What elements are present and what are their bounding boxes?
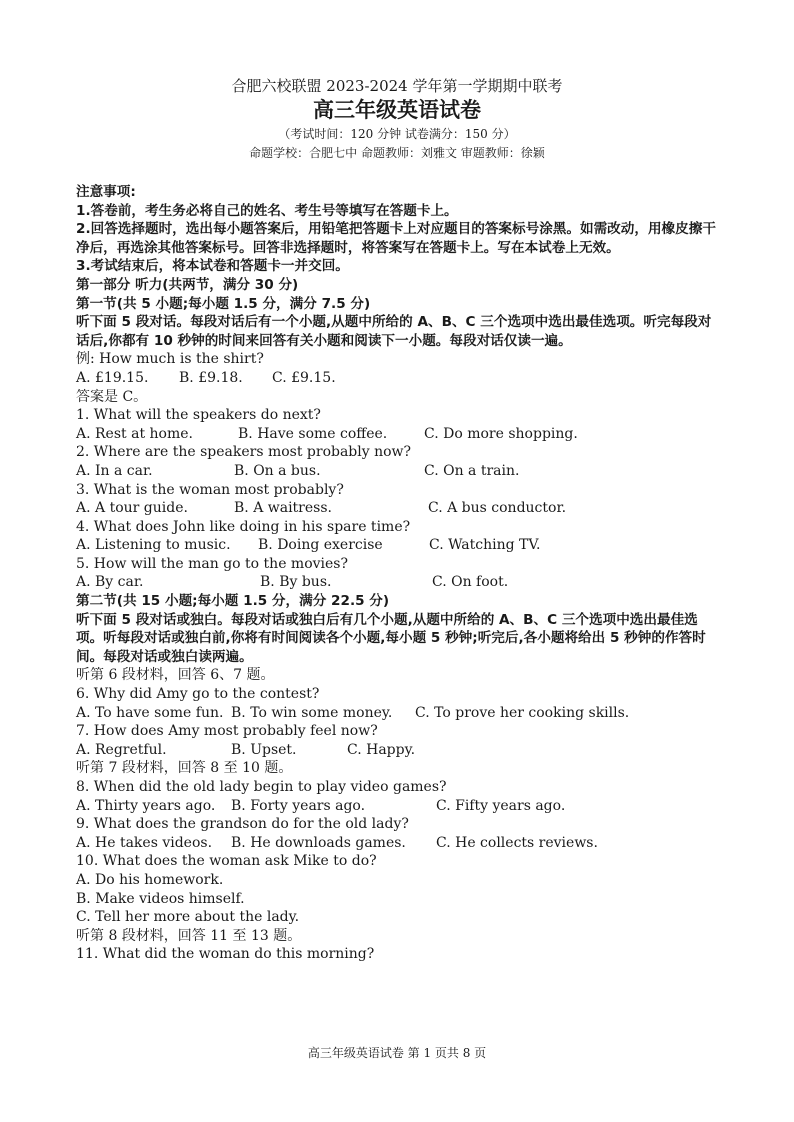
question-10-option-a: A. Do his homework. — [76, 871, 224, 888]
option-a: A. £19.15. — [76, 369, 149, 386]
notes-heading: 注意事项: — [76, 184, 136, 200]
part1-title: 第一部分 听力(共两节，满分 30 分) — [76, 276, 299, 293]
option-b: B. He downloads games. — [231, 834, 406, 851]
option-b: B. A waitress. — [234, 500, 332, 517]
note-item-1: 1.答卷前，考生务必将自己的姓名、考生号等填写在答题卡上。 — [76, 202, 458, 219]
section2-instructions: 听下面 5 段对话或独白。每段对话或独白后有几个小题,从题中所给的 A、B、C 三个选项中选出最佳选项。听每段对话或独白前,你将有时间阅读各个小题,每小题 5 秒钟;听完后,各小题将给出 5 秒钟的作答时间。每段对话或独白读两遍。 — [76, 611, 706, 665]
option-c: C. Fifty years ago. — [436, 797, 566, 814]
option-b: B. Doing exercise — [258, 537, 383, 554]
question-3: 3. What is the woman most probably? — [76, 481, 344, 498]
question-10-option-c: C. Tell her more about the lady. — [76, 909, 300, 926]
question-5-options — [76, 573, 722, 592]
question-7: 7. How does Amy most probably feel now? — [76, 723, 378, 740]
question-9-options — [76, 834, 722, 853]
question-7-options — [76, 741, 722, 760]
option-a: A. By car. — [76, 574, 144, 591]
question-3-options — [76, 499, 722, 518]
option-c: C. £9.15. — [272, 369, 336, 386]
option-a: A. Regretful. — [76, 741, 167, 758]
example-answer: 答案是 C。 — [76, 388, 148, 405]
option-a: A. To have some fun. — [76, 704, 224, 721]
question-8-options — [76, 797, 722, 816]
option-c: C. On foot. — [432, 574, 509, 591]
question-6-options — [76, 704, 722, 723]
exam-header — [0, 76, 794, 163]
question-11: 11. What did the woman do this morning? — [76, 946, 375, 963]
option-a: A. Rest at home. — [76, 425, 193, 442]
section1-instructions: 听下面 5 段对话。每段对话后有一个小题,从题中所给的 A、B、C 三个选项中选出最佳选项。听完每段对话后,你都有 10 秒钟的时间来回答有关小题和阅读下一小题。每段对话仅读一遍。 — [76, 314, 712, 349]
section1-title: 第一节(共 5 小题;每小题 1.5 分，满分 7.5 分) — [76, 295, 371, 312]
example-question: 例: How much is the shirt? — [76, 351, 264, 368]
question-2-options — [76, 462, 722, 481]
option-c: C. Watching TV. — [429, 537, 541, 554]
question-9: 9. What does the grandson do for the old lady? — [76, 816, 409, 833]
option-c: C. On a train. — [424, 462, 520, 479]
option-a: A. Listening to music. — [76, 537, 231, 554]
option-a: A. Thirty years ago. — [76, 797, 216, 814]
option-c: C. Happy. — [347, 741, 416, 758]
option-c: C. A bus conductor. — [428, 500, 567, 517]
question-10-option-b: B. Make videos himself. — [76, 890, 245, 907]
question-5: 5. How will the man go to the movies? — [76, 555, 349, 572]
option-c: C. To prove her cooking skills. — [415, 704, 630, 721]
example-options — [76, 369, 722, 388]
question-2: 2. Where are the speakers most probably now? — [76, 444, 412, 461]
option-b: B. To win some money. — [231, 704, 393, 721]
question-1-options — [76, 425, 722, 444]
option-c: C. Do more shopping. — [424, 425, 578, 442]
note-item-2: 2.回答选择题时，选出每小题答案后，用铅笔把答题卡上对应题目的答案标号涂黑。如需改动，用橡皮擦干净后，再选涂其他答案标号。回答非选择题时，将答案写在答题卡上。写在本试卷上无效。 — [76, 221, 716, 256]
option-a: A. In a car. — [76, 462, 153, 479]
option-a: A. He takes videos. — [76, 834, 213, 851]
question-1: 1. What will the speakers do next? — [76, 407, 321, 424]
option-b: B. Forty years ago. — [231, 797, 366, 814]
question-6: 6. Why did Amy go to the contest? — [76, 686, 320, 703]
page-footer: 高三年级英语试卷 第 1 页共 8 页 — [307, 1046, 487, 1060]
option-b: B. By bus. — [260, 574, 332, 591]
option-c: C. He collects reviews. — [436, 834, 598, 851]
section2-title: 第二节(共 15 小题;每小题 1.5 分，满分 22.5 分) — [76, 593, 390, 610]
material-8-label: 听第 8 段材料，回答 11 至 13 题。 — [76, 927, 302, 944]
material-7-label: 听第 7 段材料，回答 8 至 10 题。 — [76, 760, 293, 777]
option-b: B. £9.18. — [179, 369, 243, 386]
material-6-label: 听第 6 段材料，回答 6、7 题。 — [76, 667, 275, 684]
option-b: B. Upset. — [231, 741, 297, 758]
option-a: A. A tour guide. — [76, 500, 188, 517]
exam-authors: 命题学校：合肥七中 命题教师：刘雅文 审题教师：徐颖 — [249, 146, 545, 160]
question-8: 8. When did the old lady begin to play video games? — [76, 779, 447, 795]
exam-union-title: 合肥六校联盟 2023-2024 学年第一学期期中联考 — [231, 77, 563, 95]
question-4: 4. What does John like doing in his spare time? — [76, 518, 411, 535]
question-10: 10. What does the woman ask Mike to do? — [76, 853, 377, 870]
note-item-3: 3.考试结束后，将本试卷和答题卡一并交回。 — [76, 258, 349, 275]
exam-paper-title: 高三年级英语试卷 — [313, 97, 481, 122]
option-b: B. On a bus. — [234, 462, 321, 479]
exam-time-info: （考试时间：120 分钟 试卷满分：150 分） — [278, 127, 516, 141]
question-4-options — [76, 536, 722, 555]
exam-content — [76, 183, 722, 964]
option-b: B. Have some coffee. — [238, 425, 388, 442]
